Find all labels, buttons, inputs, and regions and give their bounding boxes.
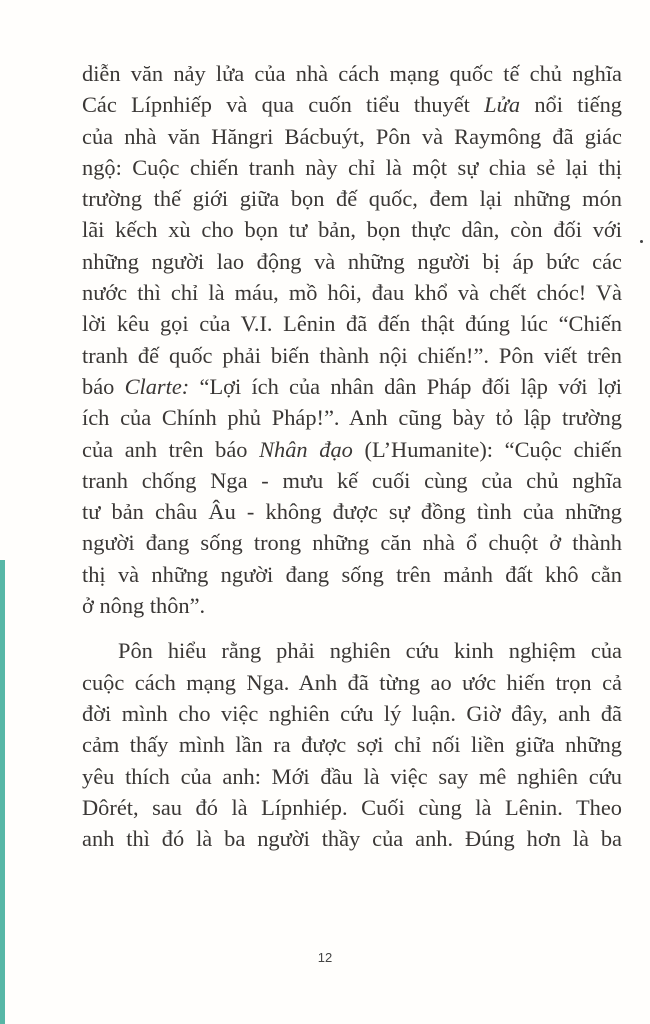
text-line: thị và những người đang sống trên mảnh đất khô cằn xyxy=(82,561,622,587)
text-line: diễn văn nảy lửa của nhà cách mạng quốc tế chủ nghĩa xyxy=(82,61,622,86)
paragraph-1 xyxy=(82,58,622,621)
text-line: Pôn hiểu rằng phải nghiên cứu kinh nghiệm của xyxy=(118,638,622,664)
text-line: của anh trên báo Nhân đạo (L’Humanite): “Cuộc chiến xyxy=(82,436,622,462)
text-line: yêu thích của anh: Mới đầu là việc say mê nghiên cứu xyxy=(82,763,622,789)
text-line: những người lao động và những người bị áp bức các xyxy=(82,248,622,274)
text-line: ở nông thôn”. xyxy=(82,593,206,619)
body-text xyxy=(82,58,622,854)
text-line: đời mình cho việc nghiên cứu lý luận. Giờ đây, anh đã xyxy=(82,700,622,726)
text-line: tranh chống Nga - mưu kế cuối cùng của chủ nghĩa xyxy=(82,467,622,493)
text-line: người đang sống trong những căn nhà ổ chuột ở thành xyxy=(82,530,622,556)
newspaper-title-nhan-dao: Nhân đạo xyxy=(259,436,353,462)
paragraph-gap xyxy=(82,621,622,635)
text-line: nước thì chỉ là máu, mồ hôi, đau khổ và chết chóc! Và xyxy=(82,280,622,306)
margin-mark xyxy=(640,240,643,243)
text-line: cảm thấy mình lần ra được sợi chỉ nối liền giữa những xyxy=(82,732,622,758)
text-line: anh thì đó là ba người thầy của anh. Đúng hơn là ba xyxy=(82,826,622,852)
text-line: Các Lípnhiếp và qua cuốn tiểu thuyết Lửa nổi tiếng xyxy=(82,92,622,118)
text-line: tư bản châu Âu - không được sự đồng tình của những xyxy=(82,499,622,525)
text-line: của nhà văn Hăngri Bácbuýt, Pôn và Raymông đã giác xyxy=(82,123,622,149)
text-line: tranh đế quốc phải biến thành nội chiến!”. Pôn viết trên xyxy=(82,342,622,368)
text-line: lãi kếch xù cho bọn tư bản, bọn thực dân, còn đối với xyxy=(82,217,622,243)
page-number: 12 xyxy=(317,950,333,965)
text-line: lời kêu gọi của V.I. Lênin đã đến thật đúng lúc “Chiến xyxy=(82,311,622,337)
text-line: cuộc cách mạng Nga. Anh đã từng ao ước hiến trọn cả xyxy=(82,669,622,695)
book-title-lua: Lửa xyxy=(484,92,521,118)
text-line: báo Clarte: “Lợi ích của nhân dân Pháp đối lập với lợi xyxy=(82,373,622,399)
text-line: trường thế giới giữa bọn đế quốc, đem lại những món xyxy=(82,186,622,212)
newspaper-title-clarte: Clarte: xyxy=(124,373,190,399)
text-line: ích của Chính phủ Pháp!”. Anh cũng bày tỏ lập trường xyxy=(82,405,622,431)
paragraph-2 xyxy=(82,635,622,854)
text-line: Dôrét, sau đó là Lípnhiép. Cuối cùng là Lênin. Theo xyxy=(82,794,622,820)
text-line: ngộ: Cuộc chiến tranh này chỉ là một sự chia sẻ lại thị xyxy=(82,154,622,180)
